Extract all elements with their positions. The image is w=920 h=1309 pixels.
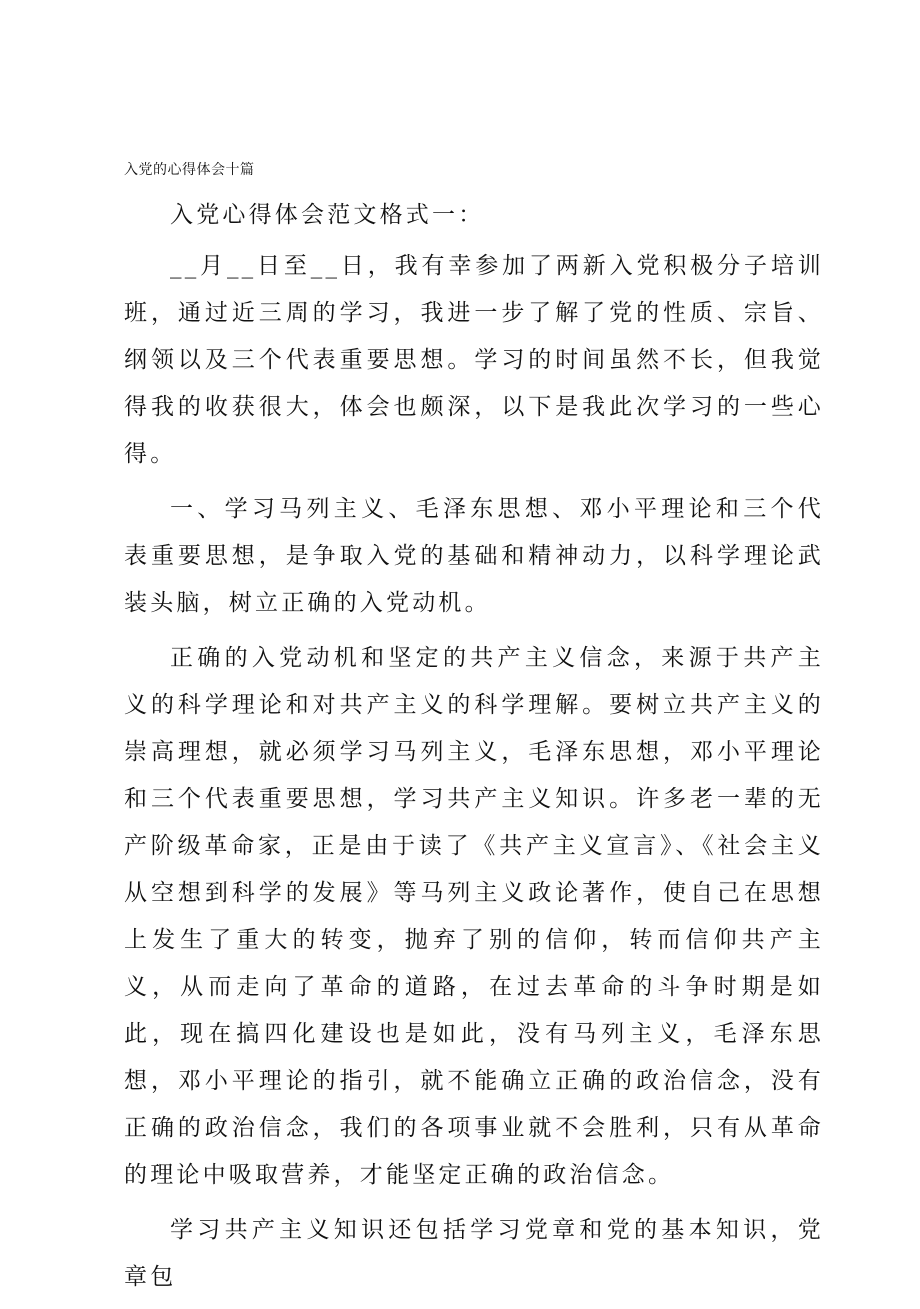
paragraph-4: 学习共产主义知识还包括学习党章和党的基本知识，党章包 [124, 1217, 824, 1290]
document-title: 入党的心得体会十篇 [124, 162, 255, 178]
document-body [124, 192, 824, 1309]
paragraph-2: 一、学习马列主义、毛泽东思想、邓小平理论和三个代表重要思想，是争取入党的基础和精神动力，以科学理论武装头脑，树立正确的入党动机。 [124, 496, 824, 616]
paragraph-1: __月__日至__日，我有幸参加了两新入党积极分子培训班，通过近三周的学习，我进一步了解了党的性质、宗旨、纲领以及三个代表重要思想。学习的时间虽然不长，但我觉得我的收获很大，体会也颇深，以下是我此次学习的一些心得。 [124, 253, 824, 467]
section-heading: 入党心得体会范文格式一： [170, 202, 485, 228]
paragraph-3: 正确的入党动机和坚定的共产主义信念，来源于共产主义的科学理论和对共产主义的科学理解。要树立共产主义的崇高理想，就必须学习马列主义，毛泽东思想，邓小平理论和三个代表重要思想，学习共产主义知识。许多老一辈的无产阶级革命家，正是由于读了《共产主义宣言》、《社会主义从空想到科学的发展》等马列主义政论著作，使自己在思想上发生了重大的转变，抛弃了别的信仰，转而信仰共产主义，从而走向了革命的道路，在过去革命的斗争时期是如此，现在搞四化建设也是如此，没有马列主义，毛泽东思想，邓小平理论的指引，就不能确立正确的政治信念，没有正确的政治信念，我们的各项事业就不会胜利，只有从革命的理论中吸取营养，才能坚定正确的政治信念。 [124, 645, 824, 1188]
